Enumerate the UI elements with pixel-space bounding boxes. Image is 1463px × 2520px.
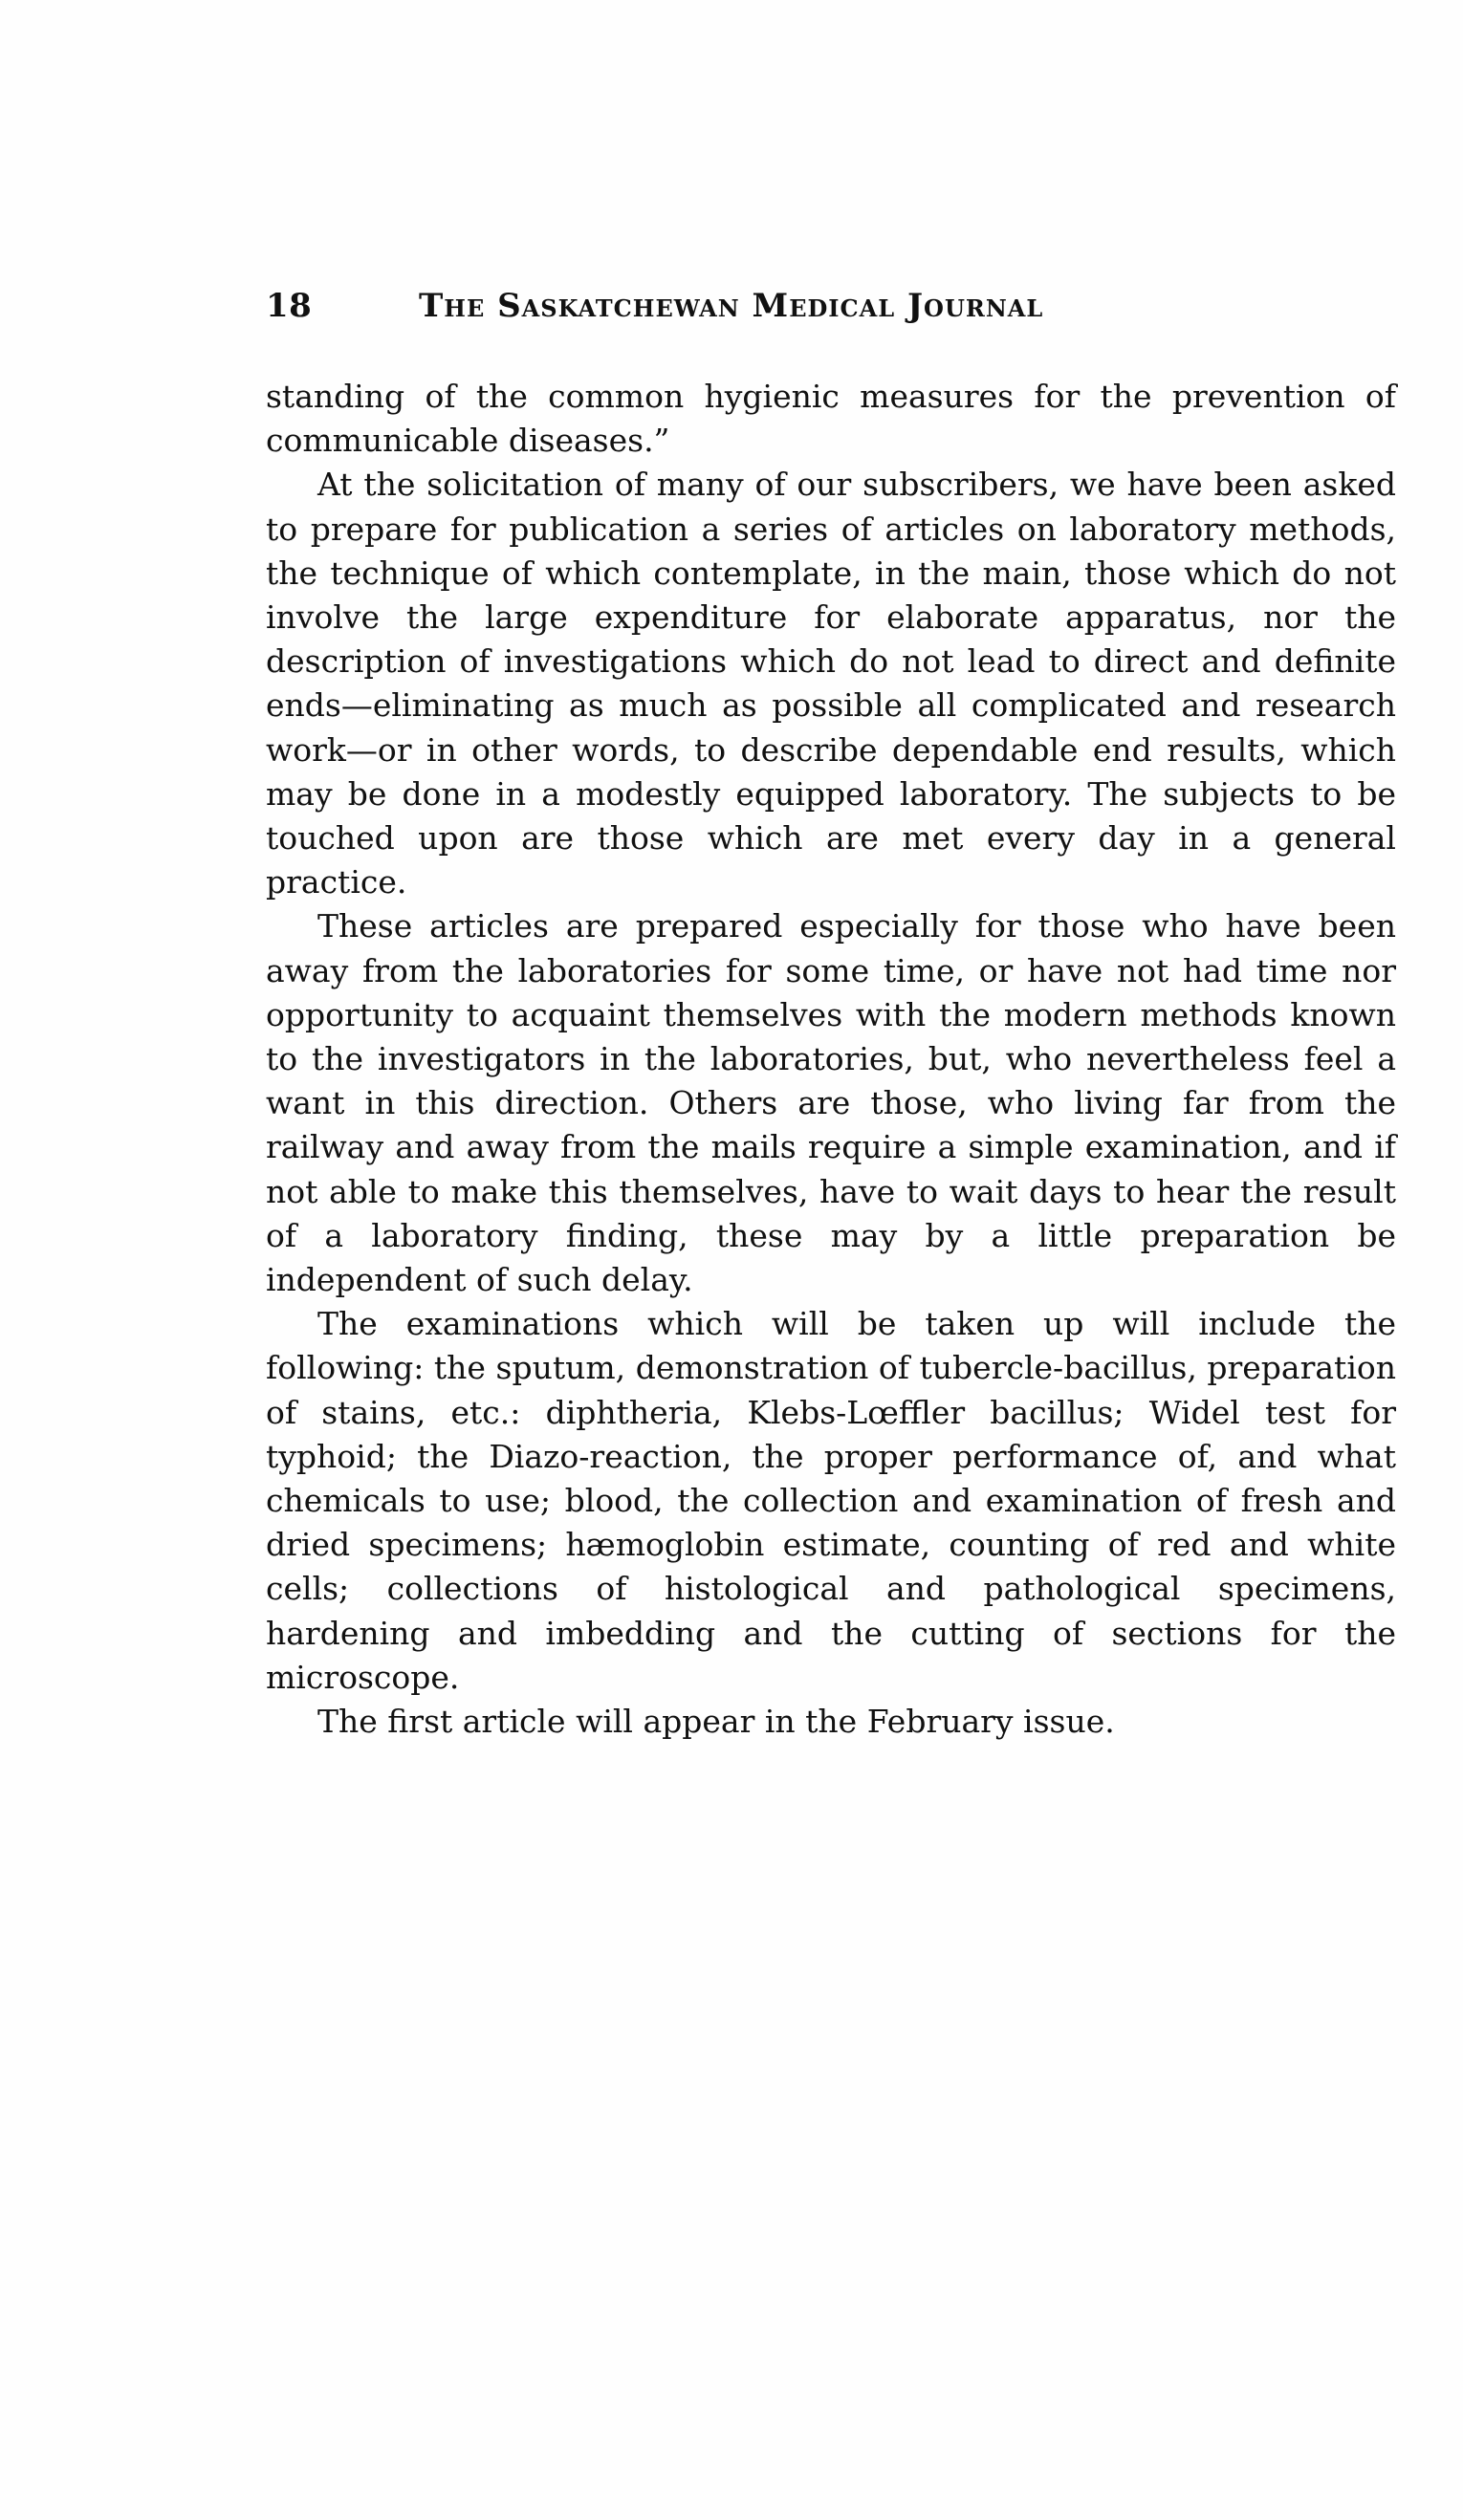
paragraph-first-article-notice: The first article will appear in the February issue. — [317, 1703, 1115, 1741]
article-body — [266, 375, 1396, 1744]
paragraph-laboratory-methods: At the solicitation of many of our subscribers, we have been asked to prepare for publication a series of articles on laboratory methods, the technique of which contemplate, in the main, those which do not involve the large expenditure for elaborate apparatus, nor the description of investigations which do not lead to direct and definite ends—eliminating as much as possible all complicated and research work—or in other words, to describe dependable end results, which may be done in a modestly equipped laboratory. The subjects to be touched upon are those which are met every day in a general practice. — [266, 466, 1396, 902]
paragraph-intended-readers: These articles are prepared especially for those who have been away from the laboratories for some time, or have not had time nor opportunity to acquaint themselves with the modern methods known to the investigators in the laboratories, but, who nevertheless feel a want in this direction. Others are those, who living far from the railway and away from the mails require a simple examination, and if not able to make this themselves, have to wait days to hear the result of a laboratory finding, these may by a little preparation be independent of such delay. — [266, 907, 1396, 1299]
paragraph-examinations-list: The examinations which will be taken up will include the following: the sputum, demonstration of tubercle-bacillus, preparation of stains, etc.: diphtheria, Klebs-Lœffler bacillus; Widel test for typhoid; the Diazo-reaction, the proper performance of, and what chemicals to use; blood, the collection and examination of fresh and dried specimens; hæmoglobin estimate, counting of red and white cells; collections of histological and pathological specimens, hardening and imbedding and the cutting of sections for the microscope. — [266, 1305, 1396, 1696]
running-head — [266, 287, 1394, 335]
paragraph-continuation: standing of the common hygienic measures for the prevention of communicable diseases.” — [266, 378, 1396, 460]
page-number: 18 — [266, 287, 313, 325]
journal-title: The Saskatchewan Medical Journal — [419, 287, 1044, 325]
